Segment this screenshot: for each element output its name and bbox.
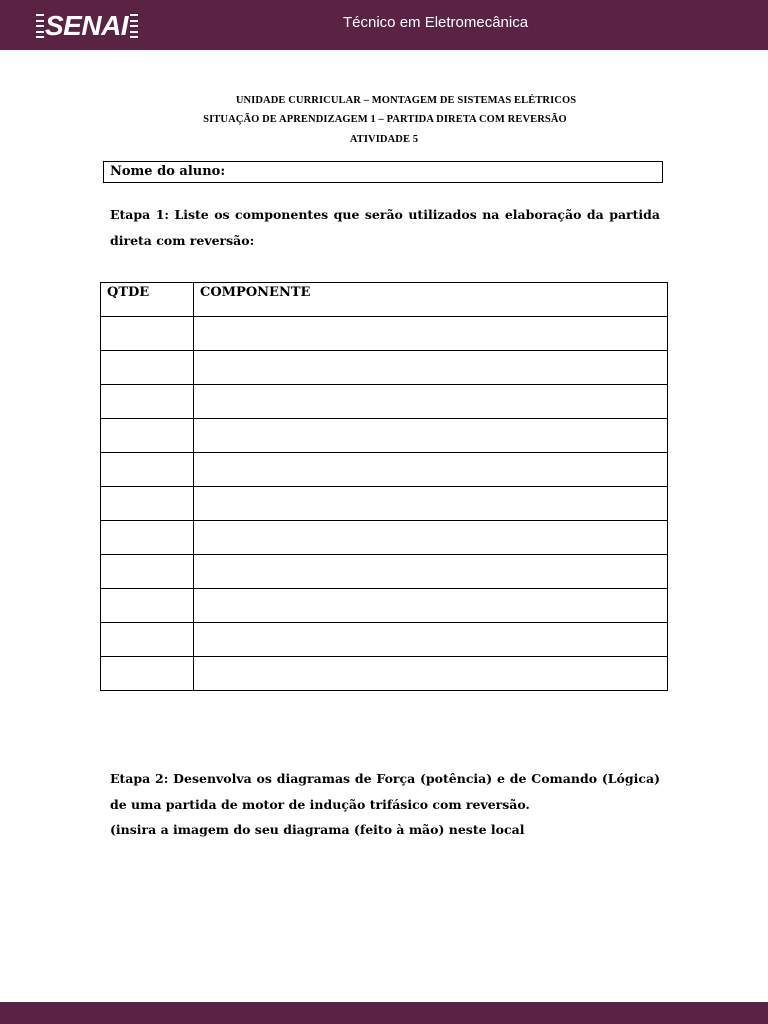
componente-cell[interactable] [194, 453, 668, 487]
qtde-cell[interactable] [101, 317, 194, 351]
etapa1-text: Etapa 1: Liste os componentes que serão utilizados na elaboração da partida direta com reversão: [110, 207, 660, 248]
componente-cell[interactable] [194, 385, 668, 419]
caption-situacao: SITUAÇÃO DE APRENDIZAGEM 1 – PARTIDA DIRETA COM REVERSÃO [203, 114, 567, 125]
table-row [101, 521, 668, 555]
etapa2-note: (insira a imagem do seu diagrama (feito à mão) neste local [110, 822, 525, 837]
header-bar [0, 0, 768, 50]
footer-bar [0, 1002, 768, 1024]
logo-text: SENAI [45, 10, 129, 41]
componente-cell[interactable] [194, 419, 668, 453]
table-row [101, 351, 668, 385]
componente-cell[interactable] [194, 521, 668, 555]
logo-stripes-icon [36, 14, 44, 38]
etapa2-text: Etapa 2: Desenvolva os diagramas de Força (potência) e de Comando (Lógica) de uma partida de motor de indução trifásico com reversão. [110, 771, 660, 812]
table-row [101, 453, 668, 487]
qtde-cell[interactable] [101, 385, 194, 419]
qtde-cell[interactable] [101, 657, 194, 691]
qtde-cell[interactable] [101, 487, 194, 521]
table-row [101, 657, 668, 691]
student-name-label: Nome do aluno: [110, 164, 226, 179]
table-row [101, 385, 668, 419]
components-table [100, 282, 668, 691]
qtde-cell[interactable] [101, 453, 194, 487]
table-row [101, 589, 668, 623]
componente-cell[interactable] [194, 487, 668, 521]
componente-cell[interactable] [194, 589, 668, 623]
table-row [101, 487, 668, 521]
qtde-cell[interactable] [101, 521, 194, 555]
table-row [101, 555, 668, 589]
qtde-cell[interactable] [101, 623, 194, 657]
componente-cell[interactable] [194, 555, 668, 589]
table-row [101, 317, 668, 351]
table-row [101, 419, 668, 453]
componente-cell[interactable] [194, 351, 668, 385]
componente-cell[interactable] [194, 317, 668, 351]
table-header-row [101, 283, 668, 317]
senai-logo [36, 10, 138, 42]
header-componente: COMPONENTE [194, 283, 668, 317]
table-row [101, 623, 668, 657]
qtde-cell[interactable] [101, 419, 194, 453]
qtde-cell[interactable] [101, 589, 194, 623]
qtde-cell[interactable] [101, 351, 194, 385]
header-qtde: QTDE [101, 283, 194, 317]
qtde-cell[interactable] [101, 555, 194, 589]
student-name-field[interactable] [103, 161, 663, 183]
caption-unidade: UNIDADE CURRICULAR – MONTAGEM DE SISTEMAS ELÉTRICOS [235, 95, 577, 106]
componente-cell[interactable] [194, 623, 668, 657]
componente-cell[interactable] [194, 657, 668, 691]
header-title: Técnico em Eletromecânica [343, 14, 529, 31]
caption-atividade: ATIVIDADE 5 [349, 134, 419, 145]
logo-stripes-right-icon [130, 14, 138, 38]
